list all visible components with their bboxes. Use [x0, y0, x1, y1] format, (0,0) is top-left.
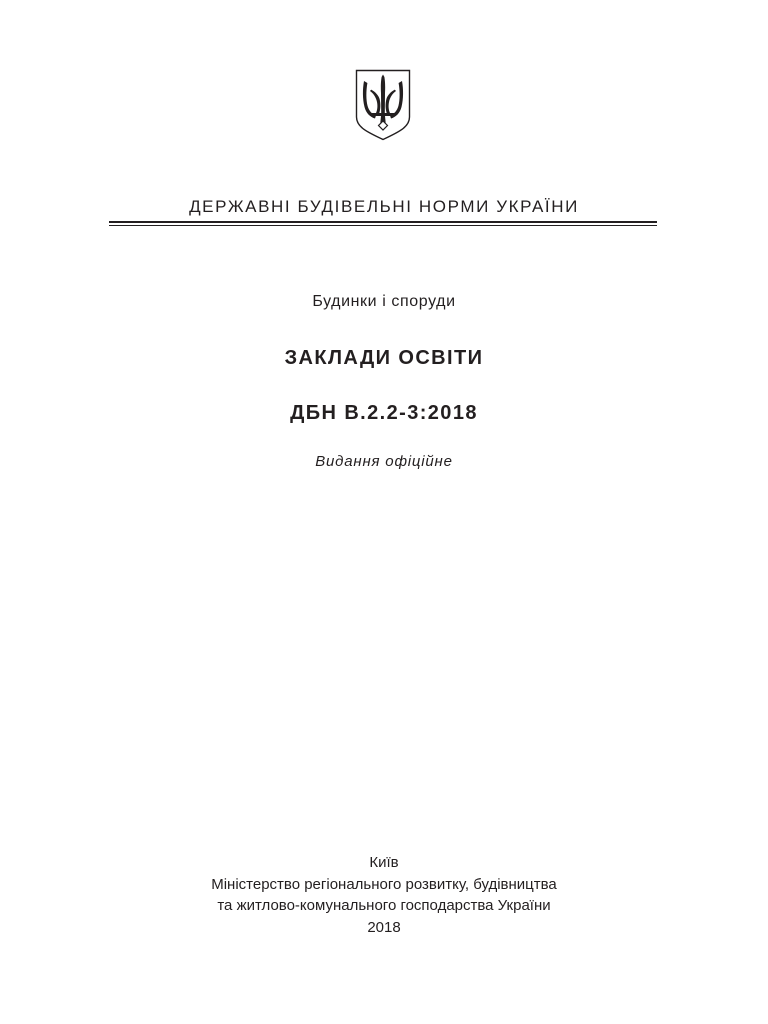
- edition-note: Видання офіційне: [315, 453, 453, 470]
- imprint-city: Київ: [369, 854, 399, 871]
- series-title: ДЕРЖАВНІ БУДІВЕЛЬНІ НОРМИ УКРАЇНИ: [189, 197, 579, 216]
- imprint-block: [0, 852, 768, 938]
- document-code: ДБН В.2.2-3:2018: [290, 402, 478, 424]
- category-label: Будинки і споруди: [312, 293, 456, 310]
- coat-of-arms-icon: [355, 69, 411, 141]
- imprint-publisher-line-1: Міністерство регіонального розвитку, будівництва: [211, 875, 557, 893]
- header-double-rule: [109, 221, 657, 227]
- document-title: ЗАКЛАДИ ОСВІТИ: [284, 347, 484, 369]
- imprint-year: 2018: [367, 918, 401, 936]
- trident-icon: [355, 69, 411, 141]
- rule-thin-line: [109, 225, 657, 226]
- rule-thick-line: [109, 221, 657, 223]
- imprint-publisher-line-2: та житлово-комунального господарства України: [217, 897, 551, 914]
